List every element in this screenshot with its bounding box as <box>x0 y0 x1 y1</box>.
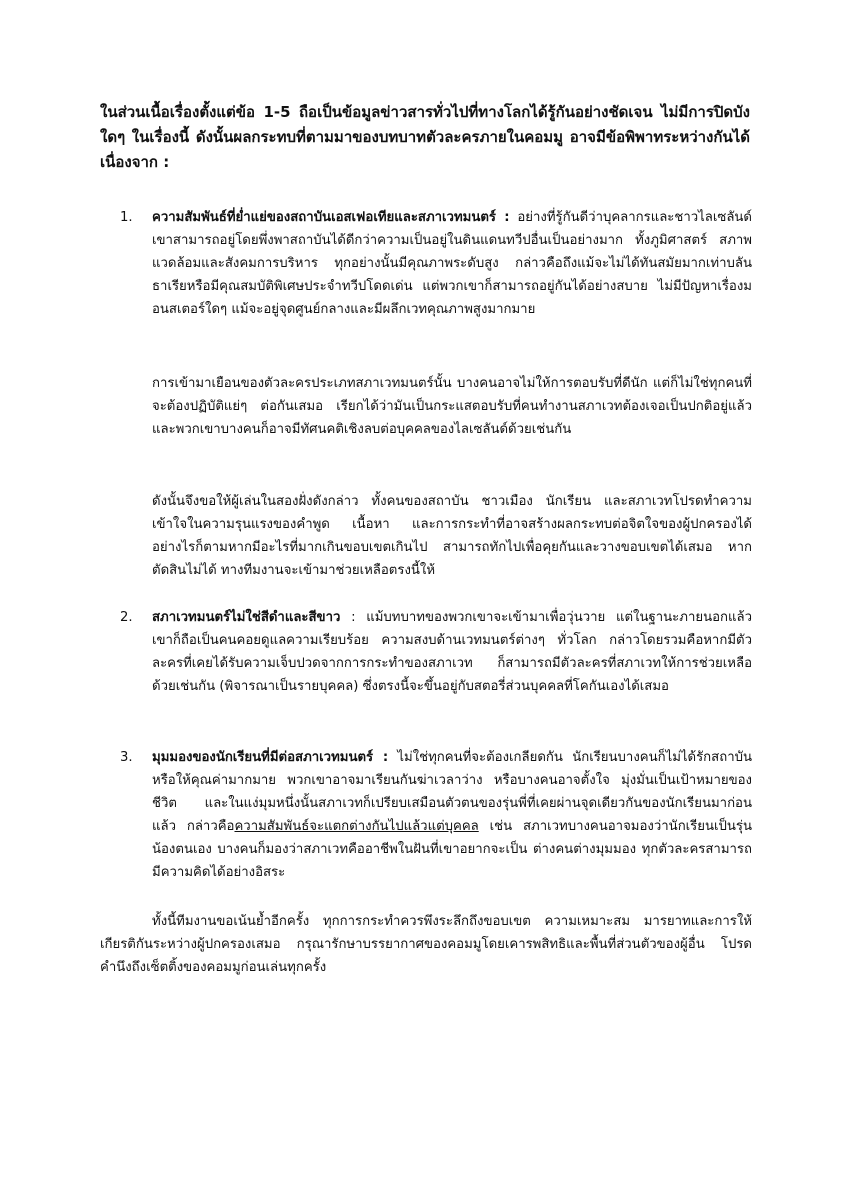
list-item-body <box>152 206 752 321</box>
item1-paragraph-2: ดังนั้นจึงขอให้ผู้เล่นในสองฝั่งดังกล่าว ทั้งคนของสถาบัน ชาวเมือง นักเรียน และสภาเวทโปรดทำความเข้าใจในความรุนแรงของคำพูด เนื้อหา และการกระทำที่อาจสร้างผลกระทบต่อจิตใจของผู้ปกครองได้ อย่างไรก็ตามหากมีอะไรที่มากเกินขอบเขตเกินไป สามารถทักไปเพื่อคุยกันและวางขอบเขตได้เสมอ หากตัดสินไม่ได้ ทางทีมงานจะเข้ามาช่วยเหลือตรงนี้ให้ <box>152 494 752 578</box>
list-item-text-after: เช่น สภาเวทบางคนอาจมองว่านักเรียนเป็นรุ่นน้องตนเอง บางคนก็มองว่าสภาเวทคืออาชีพในฝันที่เขาอยากจะเป็น ต่างคนต่างมุมมอง ทุกตัวละครสามารถมีความคิดได้อย่างอิสระ <box>152 819 752 880</box>
closing-paragraph: ทั้งนี้ทีมงานขอเน้นย้ำอีกครั้ง ทุกการกระทำควรพึงระลึกถึงขอบเขต ความเหมาะสม มารยาทและการให้เกียรติกันระหว่างผู้ปกครองเสมอ กรุณารักษาบรรยากาศของคอมมูโดยเคารพสิทธิและพื้นที่ส่วนตัวของผู้อื่น โปรดคำนึงถึงเซ็ตติ้งของคอมมูก่อนเล่นทุกครั้ง <box>100 914 752 975</box>
list-item-title: สภาเวทมนตร์ไม่ใช่สีดำและสีขาว <box>152 610 341 625</box>
list-item-body <box>152 746 752 884</box>
list-item-text: ไม่ใช่ทุกคนที่จะต้องเกลียดกัน นักเรียนบางคนก็ไม่ได้รักสถาบันหรือให้คุณค่ามากมาย พวกเขาอาจมาเรียนกันฆ่าเวลาว่าง หรือบางคนอาจตั้งใจ มุ่งมั่นเป็นเป้าหมายของชีวิต และในแง่มุมหนึ่งนั้นสภาเวทก็เปรียบเสมือนตัวตนของรุ่นพี่ที่เคยผ่านจุดเดียวกันของนักเรียนมาก่อนแล้ว กล่าวคือ <box>152 750 752 834</box>
list-item-text: อย่างที่รู้กันดีว่าบุคลากรและชาวไลเซลันด์ เขาสามารถอยู่โดยพึ่งพาสถาบันได้ดีกว่าความเป็นอยู่ในดินแดนทวีปอื่นเป็นอย่างมาก ทั้งภูมิศาสตร์ สภาพแวดล้อมและสังคมการบริหาร ทุกอย่างนั้นมีคุณภาพระดับสูง กล่าวคือถึงแม้จะไม่ได้ทันสมัยมากเท่าบลันธาเรียหรือมีคุณสมบัติพิเศษประจำทวีปโดดเด่น แต่พวกเขาก็สามารถอยู่กันได้อย่างสบาย ไม่มีปัญหาเรื่องมอนสเตอร์ใดๆ แม้จะอยู่จุดศูนย์กลางและมีผลึกเวทคุณภาพสูงมากมาย <box>152 210 752 317</box>
list-item-body <box>152 606 752 698</box>
list-number: 2. <box>120 610 133 625</box>
underlined-phrase: ความสัมพันธ์จะแตกต่างกันไปแล้วแต่บุคคล <box>234 819 479 834</box>
item1-paragraph-1: การเข้ามาเยือนของตัวละครประเภทสภาเวทมนตร์นั้น บางคนอาจไม่ให้การตอบรับที่ดีนัก แต่ก็ไม่ใช่ทุกคนที่จะต้องปฏิบัติแย่ๆ ต่อกันเสมอ เรียกได้ว่ามันเป็นกระแสตอบรับที่คนทำงานสภาเวทต้องเจอเป็นปกติอยู่แล้ว และพวกเขาบางคนก็อาจมีทัศนคติเชิงลบต่อบุคคลของไลเซลันด์ด้วยเช่นกัน <box>152 376 752 437</box>
list-number: 3. <box>120 750 133 765</box>
list-item-text: : แม้บทบาทของพวกเขาจะเข้ามาเพื่อวุ่นวาย แต่ในฐานะภายนอกแล้ว เขาก็ถือเป็นคนคอยดูแลความเรียบร้อย ความสงบด้านเวทมนตร์ต่างๆ ทั่วโลก กล่าวโดยรวมคือหากมีตัวละครที่เคยได้รับความเจ็บปวดจากการกระทำของสภาเวท ก็สามารถมีตัวละครที่สภาเวทให้การช่วยเหลือด้วยเช่นกัน (พิจารณาเป็นรายบุคคล) ซึ่งตรงนี้จะขึ้นอยู่กับสตอรี่ส่วนบุคคลที่โคกันเองได้เสมอ <box>152 610 752 694</box>
list-item-title: มุมมองของนักเรียนที่มีต่อสภาเวทมนตร์ : <box>152 750 389 765</box>
list-item-title: ความสัมพันธ์ที่ย่ำแย่ของสถาบันเอสเฟอเทียและสภาเวทมนตร์ : <box>152 210 510 225</box>
list-number: 1. <box>120 210 133 225</box>
list-item-3 <box>120 746 752 884</box>
list-item-2 <box>120 606 752 698</box>
intro-heading: ในส่วนเนื้อเรื่องตั้งแต่ข้อ 1-5 ถือเป็นข้อมูลข่าวสารทั่วไปที่ทางโลกได้รู้กันอย่างชัดเจน ไม่มีการปิดบังใดๆ ในเรื่องนี้ ดังนั้นผลกระทบที่ตามมาของบทบาทตัวละครภายในคอมมู อาจมีข้อพิพาทระหว่างกันได้ เนื่องจาก : <box>100 103 750 171</box>
list-item-1 <box>120 206 752 321</box>
